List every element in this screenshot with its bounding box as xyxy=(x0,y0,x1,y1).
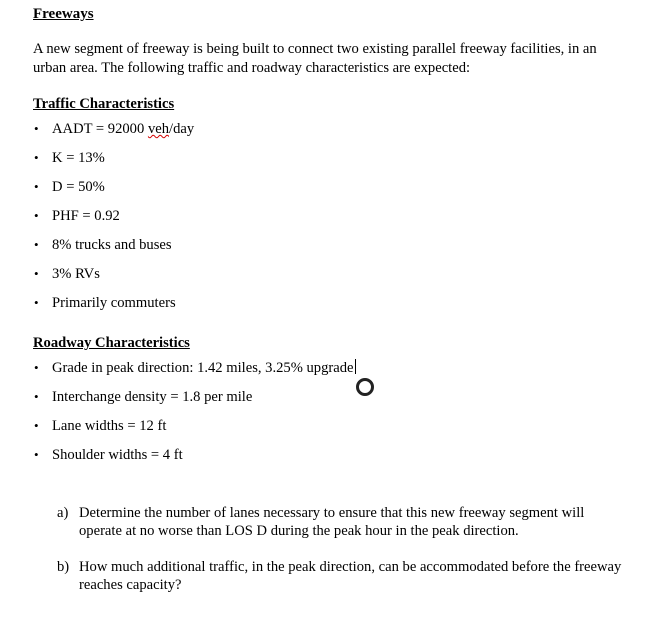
list-item: • Primarily commuters xyxy=(34,295,176,311)
list-item: • Grade in peak direction: 1.42 miles, 3.25% upgrade xyxy=(34,360,354,376)
bullet-icon: • xyxy=(34,208,39,223)
bullet-icon: • xyxy=(34,447,39,462)
question-text: Determine the number of lanes necessary to ensure that this new freeway segment will operate at no worse than LOS D during the peak hour in the peak direction. xyxy=(79,505,585,539)
list-item: • D = 50% xyxy=(34,179,105,195)
list-item: • PHF = 0.92 xyxy=(34,208,120,224)
bullet-icon: • xyxy=(34,360,39,375)
question-text: How much additional traffic, in the peak direction, can be accommodated before the freeway reaches capacity? xyxy=(79,559,622,593)
list-item: • 8% trucks and buses xyxy=(34,237,172,253)
bullet-icon: • xyxy=(34,179,39,194)
bullet-icon: • xyxy=(34,150,39,165)
list-item: • K = 13% xyxy=(34,150,105,166)
list-item: • Shoulder widths = 4 ft xyxy=(34,447,183,463)
list-item: • 3% RVs xyxy=(34,266,100,282)
question-letter: a) xyxy=(57,505,69,521)
text-cursor xyxy=(355,359,356,374)
circle-cursor-icon xyxy=(356,378,374,396)
bullet-icon: • xyxy=(34,266,39,281)
document-title: Freeways xyxy=(33,6,94,22)
traffic-heading: Traffic Characteristics xyxy=(33,96,175,112)
bullet-icon: • xyxy=(34,121,39,136)
roadway-list xyxy=(34,359,356,475)
question-letter: b) xyxy=(57,559,70,575)
bullet-icon: • xyxy=(34,418,39,433)
question-a xyxy=(57,504,627,540)
question-b xyxy=(57,558,627,594)
traffic-list xyxy=(34,120,194,323)
roadway-heading: Roadway Characteristics xyxy=(33,335,190,351)
list-item: • Lane widths = 12 ft xyxy=(34,418,167,434)
spellcheck-word[interactable]: veh xyxy=(147,121,170,137)
bullet-icon: • xyxy=(34,389,39,404)
bullet-icon: • xyxy=(34,237,39,252)
bullet-icon: • xyxy=(34,295,39,310)
list-item: • Interchange density = 1.8 per mile xyxy=(34,389,253,405)
intro-paragraph: A new segment of freeway is being built to connect two existing parallel freeway facilities, in an urban area. The following traffic and roadway characteristics are expected: xyxy=(33,41,597,76)
list-item: • AADT = 92000 veh/day xyxy=(34,121,195,137)
